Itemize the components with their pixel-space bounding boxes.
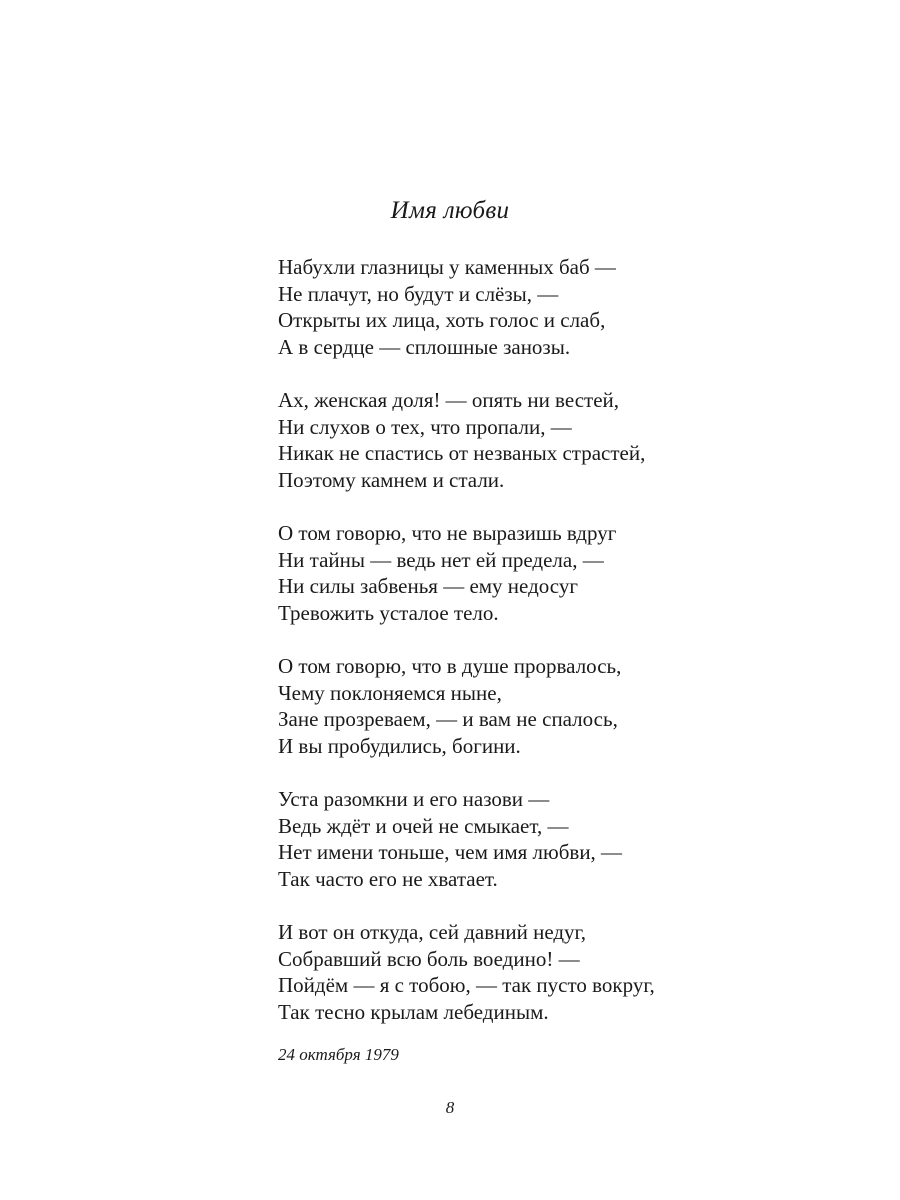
poem-line: Набухли глазницы у каменных баб — bbox=[278, 255, 616, 279]
poem-date: 24 октября 1979 bbox=[278, 1045, 399, 1064]
poem-line: Открыты их лица, хоть голос и слаб, bbox=[278, 308, 606, 332]
poem-line: О том говорю, что не выразишь вдруг bbox=[278, 521, 617, 545]
stanza bbox=[278, 653, 838, 759]
poem-line: Так часто его не хватает. bbox=[278, 866, 498, 891]
stanza bbox=[278, 520, 838, 626]
poem-line: Ни тайны — ведь нет ей предела, — bbox=[278, 547, 604, 572]
poem-line: И вот он откуда, сей давний недуг, bbox=[278, 920, 587, 944]
stanza bbox=[278, 254, 838, 360]
poem-line: Зане прозреваем, — и вам не спалось, bbox=[278, 707, 618, 731]
poem-line: Чему поклоняемся ныне, bbox=[278, 680, 502, 705]
stanza bbox=[278, 919, 838, 1025]
poem-body bbox=[278, 254, 838, 1052]
poem-line: О том говорю, что в душе прорвалось, bbox=[278, 654, 622, 678]
poem-line: Ни силы забвенья — ему недосуг bbox=[278, 574, 578, 598]
poem-line: Ах, женская доля! — опять ни вестей, bbox=[278, 388, 620, 412]
poem-line: Так тесно крылам лебединым. bbox=[278, 999, 549, 1024]
poem-line: Пойдём — я с тобою, — так пусто вокруг, bbox=[278, 973, 655, 997]
poem-line: Никак не спастись от незваных страстей, bbox=[278, 441, 646, 465]
poem-line: Нет имени тоньше, чем имя любви, — bbox=[278, 840, 623, 864]
poem-line: Уста разомкни и его назови — bbox=[278, 787, 550, 811]
poem-line: Ни слухов о тех, что пропали, — bbox=[278, 414, 572, 439]
poem-line: Тревожить усталое тело. bbox=[278, 600, 499, 625]
poem-line: А в сердце — сплошные занозы. bbox=[278, 334, 571, 359]
poem-title: Имя любви bbox=[390, 197, 510, 224]
poem-line: Не плачут, но будут и слёзы, — bbox=[278, 281, 559, 306]
poem-line: Ведь ждёт и очей не смыкает, — bbox=[278, 813, 569, 838]
poem-line: Собравший всю боль воедино! — bbox=[278, 946, 580, 971]
poem-line: И вы пробудились, богини. bbox=[278, 733, 521, 758]
stanza bbox=[278, 387, 838, 493]
page-number: 8 bbox=[445, 1098, 455, 1117]
stanza bbox=[278, 786, 838, 892]
poem-line: Поэтому камнем и стали. bbox=[278, 467, 505, 492]
